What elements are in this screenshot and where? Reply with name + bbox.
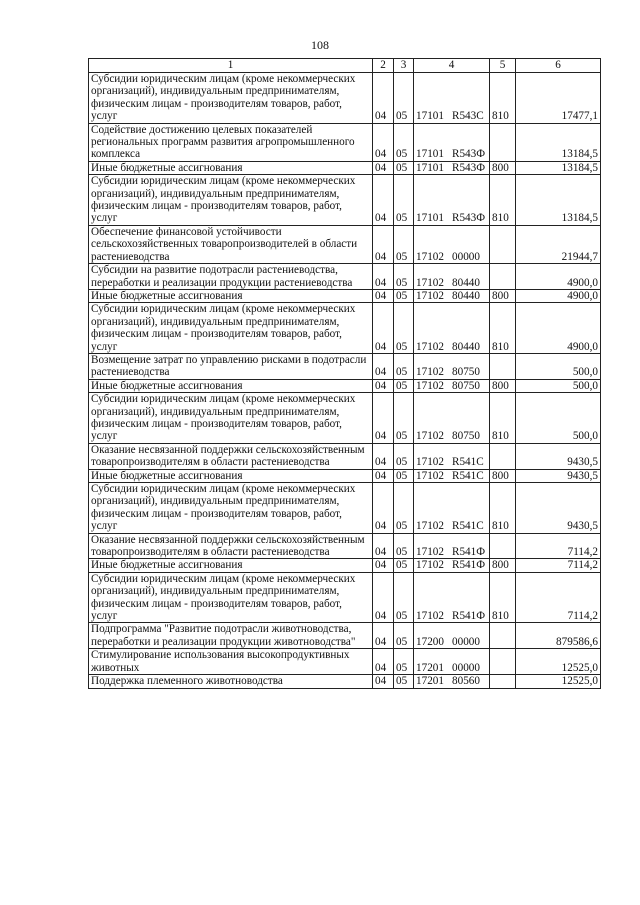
row-section: 04 (373, 443, 394, 469)
row-subsection: 05 (394, 161, 414, 174)
row-expense-type: 800 (490, 559, 516, 572)
row-target-article (414, 225, 490, 263)
table-row (89, 303, 601, 354)
row-name: Субсидии юридическим лицам (кроме некоммерческих организаций), индивидуальным предпринимателям, физическим лицам - производителям товаров, работ, услуг (89, 393, 373, 444)
row-target-article-code: R541C (452, 456, 484, 469)
row-subsection: 05 (394, 303, 414, 354)
row-target-article-prefix: 17101 (416, 148, 444, 161)
row-target-article (414, 443, 490, 469)
row-target-article-prefix: 17102 (416, 520, 444, 533)
row-expense-type: 800 (490, 469, 516, 482)
row-target-article-prefix: 17102 (416, 559, 444, 572)
row-subsection: 05 (394, 175, 414, 226)
row-amount: 500,0 (516, 353, 601, 379)
row-target-article-prefix: 17102 (416, 469, 444, 482)
row-amount: 879586,6 (516, 623, 601, 649)
table-row (89, 379, 601, 392)
row-target-article (414, 649, 490, 675)
row-name: Иные бюджетные ассигнования (89, 559, 373, 572)
row-amount: 9430,5 (516, 483, 601, 534)
row-subsection: 05 (394, 73, 414, 124)
row-expense-type (490, 264, 516, 290)
row-target-article-prefix: 17201 (416, 661, 444, 674)
row-section: 04 (373, 303, 394, 354)
row-name: Иные бюджетные ассигнования (89, 289, 373, 302)
row-target-article-prefix: 17102 (416, 546, 444, 559)
table-row (89, 623, 601, 649)
row-target-article-prefix: 17101 (416, 212, 444, 225)
row-amount: 12525,0 (516, 675, 601, 688)
row-amount: 4900,0 (516, 264, 601, 290)
table-row (89, 161, 601, 174)
row-section: 04 (373, 675, 394, 688)
row-section: 04 (373, 623, 394, 649)
row-section: 04 (373, 393, 394, 444)
row-amount: 7114,2 (516, 533, 601, 559)
row-target-article-code: R543C (452, 110, 484, 123)
row-target-article-prefix: 17102 (416, 610, 444, 623)
table-row (89, 469, 601, 482)
header-cell: 6 (516, 59, 601, 73)
table-row (89, 264, 601, 290)
row-name: Субсидии на развитие подотрасли растениеводства, переработки и реализации продукции растениеводства (89, 264, 373, 290)
table-row (89, 649, 601, 675)
row-section: 04 (373, 123, 394, 161)
row-amount: 500,0 (516, 393, 601, 444)
row-target-article-code: 80440 (452, 340, 480, 353)
row-target-article-code: R541Ф (452, 559, 486, 572)
row-subsection: 05 (394, 225, 414, 263)
row-amount: 13184,5 (516, 161, 601, 174)
row-target-article-code: R543Ф (452, 161, 486, 174)
row-target-article-code: 80750 (452, 379, 480, 392)
row-target-article-code: R543Ф (452, 148, 486, 161)
row-amount: 7114,2 (516, 572, 601, 623)
row-section: 04 (373, 73, 394, 124)
table-row (89, 123, 601, 161)
row-target-article (414, 303, 490, 354)
table-row (89, 353, 601, 379)
row-target-article-prefix: 17102 (416, 289, 444, 302)
row-target-article-code: R541Ф (452, 610, 486, 623)
row-name: Подпрограмма "Развитие подотрасли животноводства, переработки и реализации продукции животноводства" (89, 623, 373, 649)
row-target-article (414, 73, 490, 124)
row-target-article (414, 559, 490, 572)
row-section: 04 (373, 572, 394, 623)
row-target-article-code: 80440 (452, 289, 480, 302)
row-section: 04 (373, 264, 394, 290)
row-target-article (414, 379, 490, 392)
row-target-article-code: 00000 (452, 250, 480, 263)
row-amount: 7114,2 (516, 559, 601, 572)
table-row (89, 289, 601, 302)
row-amount: 17477,1 (516, 73, 601, 124)
row-expense-type (490, 353, 516, 379)
row-section: 04 (373, 175, 394, 226)
row-subsection: 05 (394, 443, 414, 469)
row-section: 04 (373, 533, 394, 559)
row-amount: 12525,0 (516, 649, 601, 675)
table-row (89, 559, 601, 572)
row-section: 04 (373, 225, 394, 263)
row-target-article-code: 80750 (452, 366, 480, 379)
table-row (89, 483, 601, 534)
row-target-article (414, 572, 490, 623)
table-row (89, 73, 601, 124)
row-expense-type: 800 (490, 379, 516, 392)
row-expense-type (490, 443, 516, 469)
row-target-article (414, 469, 490, 482)
row-target-article-prefix: 17101 (416, 110, 444, 123)
row-target-article (414, 393, 490, 444)
page-number: 108 (311, 38, 329, 52)
header-cell: 3 (394, 59, 414, 73)
row-target-article (414, 483, 490, 534)
table-row (89, 533, 601, 559)
row-section: 04 (373, 379, 394, 392)
row-expense-type: 810 (490, 572, 516, 623)
row-amount: 9430,5 (516, 469, 601, 482)
row-target-article-prefix: 17102 (416, 250, 444, 263)
table-row (89, 675, 601, 688)
row-name: Субсидии юридическим лицам (кроме некоммерческих организаций), индивидуальным предпринимателям, физическим лицам - производителям товаров, работ, услуг (89, 483, 373, 534)
row-name: Субсидии юридическим лицам (кроме некоммерческих организаций), индивидуальным предпринимателям, физическим лицам - производителям товаров, работ, услуг (89, 572, 373, 623)
row-name: Поддержка племенного животноводства (89, 675, 373, 688)
row-target-article-prefix: 17102 (416, 430, 444, 443)
row-section: 04 (373, 483, 394, 534)
row-target-article (414, 123, 490, 161)
row-expense-type (490, 225, 516, 263)
header-cell: 1 (89, 59, 373, 73)
row-expense-type (490, 533, 516, 559)
row-expense-type: 810 (490, 393, 516, 444)
table-row (89, 225, 601, 263)
row-target-article-code: 80560 (452, 675, 480, 688)
row-subsection: 05 (394, 533, 414, 559)
row-expense-type: 810 (490, 303, 516, 354)
row-subsection: 05 (394, 353, 414, 379)
row-expense-type (490, 675, 516, 688)
table-row (89, 393, 601, 444)
row-expense-type: 810 (490, 175, 516, 226)
row-target-article-prefix: 17102 (416, 456, 444, 469)
row-amount: 4900,0 (516, 303, 601, 354)
table-body (89, 73, 601, 689)
row-name: Стимулирование использования высокопродуктивных животных (89, 649, 373, 675)
row-target-article (414, 533, 490, 559)
row-expense-type (490, 623, 516, 649)
row-target-article (414, 623, 490, 649)
row-amount: 21944,7 (516, 225, 601, 263)
row-expense-type: 810 (490, 483, 516, 534)
row-target-article-code: R541C (452, 520, 484, 533)
row-target-article-code: R543Ф (452, 212, 486, 225)
row-target-article-prefix: 17102 (416, 366, 444, 379)
row-subsection: 05 (394, 123, 414, 161)
row-amount: 9430,5 (516, 443, 601, 469)
row-name: Субсидии юридическим лицам (кроме некоммерческих организаций), индивидуальным предпринимателям, физическим лицам - производителям товаров, работ, услуг (89, 303, 373, 354)
header-cell: 5 (490, 59, 516, 73)
row-name: Возмещение затрат по управлению рисками в подотрасли растениеводства (89, 353, 373, 379)
table-row (89, 572, 601, 623)
row-target-article-code: R541Ф (452, 546, 486, 559)
row-target-article-prefix: 17102 (416, 379, 444, 392)
row-subsection: 05 (394, 572, 414, 623)
row-target-article-prefix: 17101 (416, 161, 444, 174)
row-name: Иные бюджетные ассигнования (89, 379, 373, 392)
row-subsection: 05 (394, 649, 414, 675)
budget-table (88, 58, 601, 689)
row-target-article-code: 80440 (452, 276, 480, 289)
row-name: Субсидии юридическим лицам (кроме некоммерческих организаций), индивидуальным предпринимателям, физическим лицам - производителям товаров, работ, услуг (89, 175, 373, 226)
row-target-article (414, 264, 490, 290)
row-expense-type: 800 (490, 161, 516, 174)
row-subsection: 05 (394, 623, 414, 649)
row-target-article (414, 161, 490, 174)
row-target-article-code: 00000 (452, 661, 480, 674)
row-expense-type (490, 123, 516, 161)
row-section: 04 (373, 559, 394, 572)
row-target-article (414, 175, 490, 226)
row-section: 04 (373, 469, 394, 482)
row-amount: 4900,0 (516, 289, 601, 302)
row-subsection: 05 (394, 483, 414, 534)
row-name: Иные бюджетные ассигнования (89, 469, 373, 482)
row-target-article-code: 80750 (452, 430, 480, 443)
row-expense-type (490, 649, 516, 675)
row-section: 04 (373, 161, 394, 174)
row-name: Содействие достижению целевых показателей региональных программ развития агропромышленного комплекса (89, 123, 373, 161)
row-subsection: 05 (394, 264, 414, 290)
row-expense-type: 810 (490, 73, 516, 124)
table-row (89, 443, 601, 469)
row-name: Субсидии юридическим лицам (кроме некоммерческих организаций), индивидуальным предпринимателям, физическим лицам - производителям товаров, работ, услуг (89, 73, 373, 124)
row-name: Оказание несвязанной поддержки сельскохозяйственным товаропроизводителям в области растениеводства (89, 443, 373, 469)
row-name: Обеспечение финансовой устойчивости сельскохозяйственных товаропроизводителей в области растениеводства (89, 225, 373, 263)
row-target-article-prefix: 17102 (416, 340, 444, 353)
header-cell: 2 (373, 59, 394, 73)
row-section: 04 (373, 289, 394, 302)
row-target-article (414, 353, 490, 379)
table-row (89, 175, 601, 226)
row-subsection: 05 (394, 393, 414, 444)
row-amount: 500,0 (516, 379, 601, 392)
row-subsection: 05 (394, 559, 414, 572)
row-amount: 13184,5 (516, 123, 601, 161)
row-section: 04 (373, 649, 394, 675)
row-target-article-prefix: 17102 (416, 276, 444, 289)
row-section: 04 (373, 353, 394, 379)
row-subsection: 05 (394, 289, 414, 302)
row-target-article (414, 675, 490, 688)
row-target-article-code: 00000 (452, 635, 480, 648)
row-target-article-prefix: 17200 (416, 635, 444, 648)
header-row (89, 59, 601, 73)
row-name: Иные бюджетные ассигнования (89, 161, 373, 174)
row-amount: 13184,5 (516, 175, 601, 226)
row-name: Оказание несвязанной поддержки сельскохозяйственным товаропроизводителям в области растениеводства (89, 533, 373, 559)
row-target-article-prefix: 17201 (416, 675, 444, 688)
row-subsection: 05 (394, 469, 414, 482)
row-target-article (414, 289, 490, 302)
row-subsection: 05 (394, 379, 414, 392)
row-target-article-code: R541C (452, 469, 484, 482)
row-subsection: 05 (394, 675, 414, 688)
row-expense-type: 800 (490, 289, 516, 302)
header-cell: 4 (414, 59, 490, 73)
